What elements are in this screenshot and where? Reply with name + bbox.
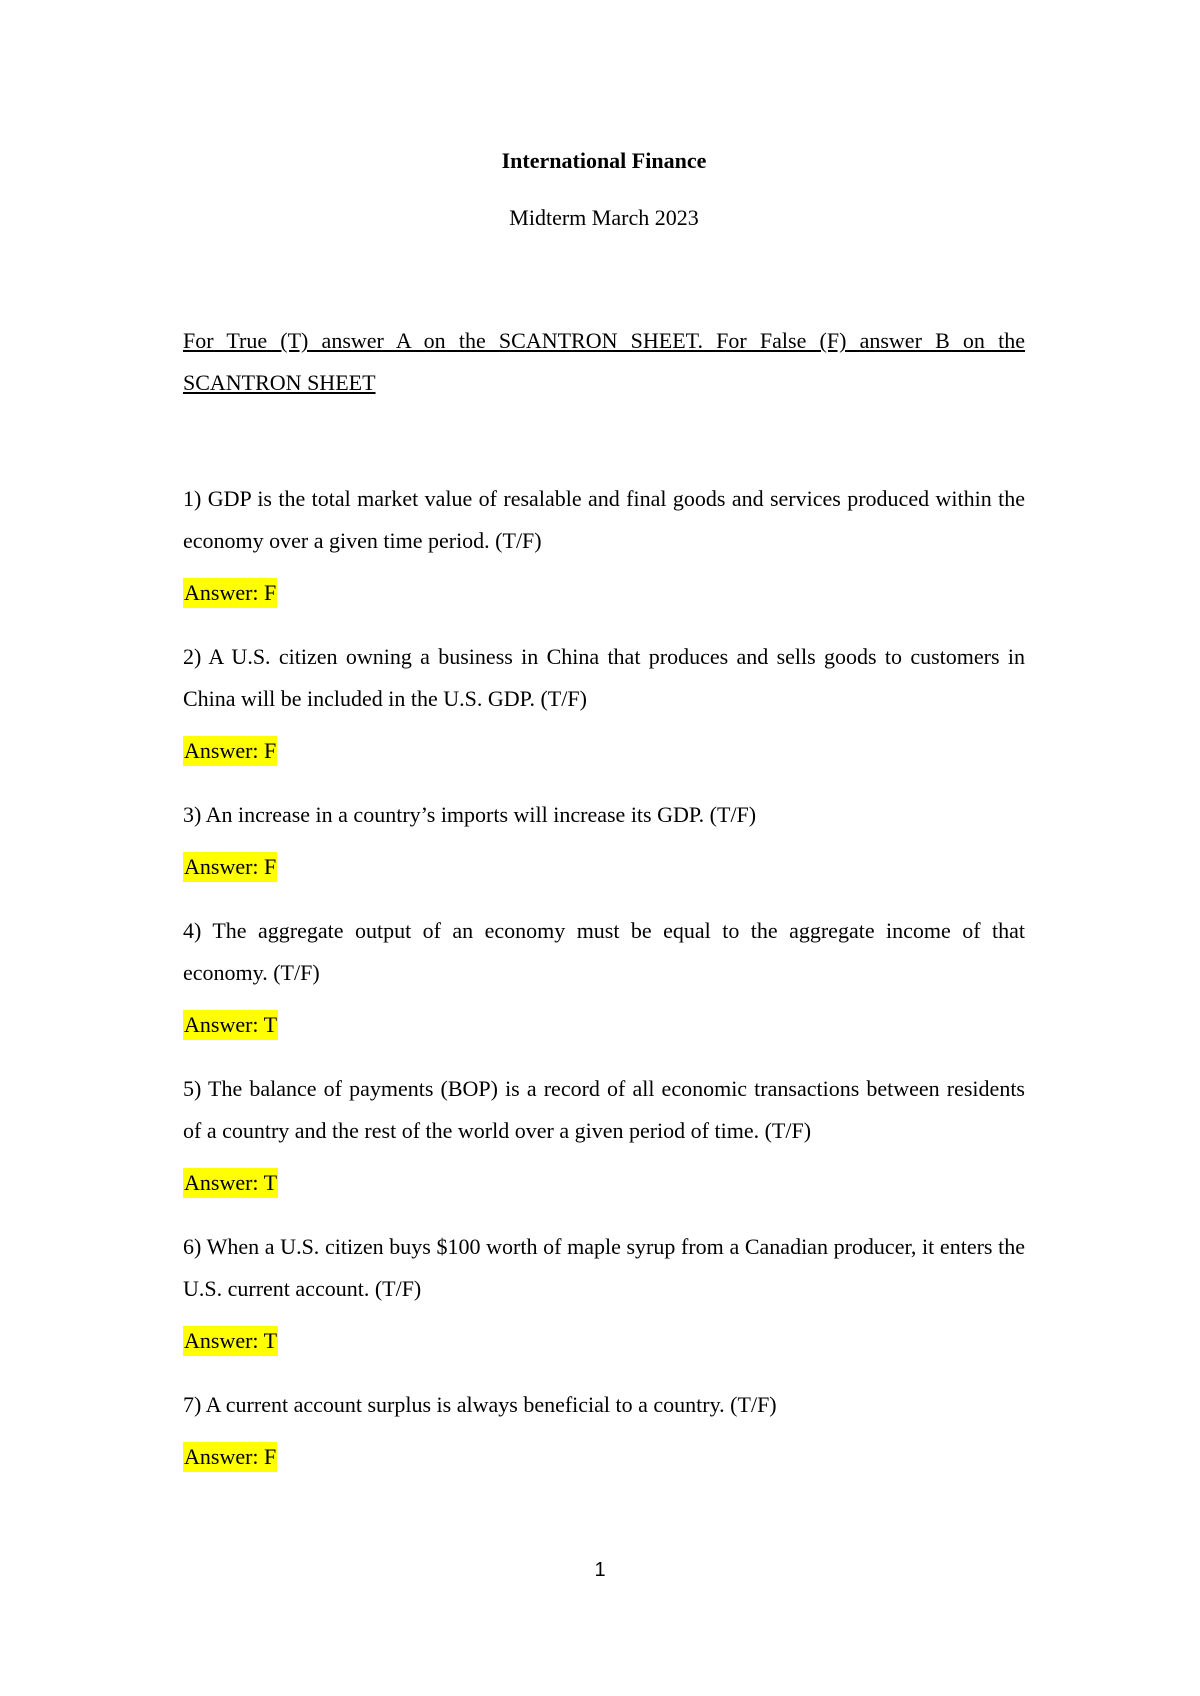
document-subtitle: Midterm March 2023 (509, 205, 699, 230)
question-item (183, 636, 1025, 794)
question-item (183, 478, 1025, 636)
answer-highlight: Answer: T (183, 1010, 278, 1040)
instructions-text: For True (T) answer A on the SCANTRON SHEET. For False (F) answer B on the SCANTRON SHEET (183, 328, 1025, 395)
question-text: 3) An increase in a country’s imports will increase its GDP. (T/F) (183, 802, 757, 827)
answer-highlight: Answer: F (183, 736, 277, 766)
question-item (183, 794, 1025, 910)
question-text: 6) When a U.S. citizen buys $100 worth of maple syrup from a Canadian producer, it enters the U.S. current account. (T/F) (183, 1234, 1025, 1301)
question-text: 7) A current account surplus is always beneficial to a country. (T/F) (183, 1392, 777, 1417)
question-text: 4) The aggregate output of an economy must be equal to the aggregate income of that economy. (T/F) (183, 918, 1025, 985)
question-item (183, 1068, 1025, 1226)
question-item (183, 1226, 1025, 1384)
answer-highlight: Answer: F (183, 578, 277, 608)
question-text: 2) A U.S. citizen owning a business in China that produces and sells goods to customers in China will be included in the U.S. GDP. (T/F) (183, 644, 1025, 711)
question-text: 1) GDP is the total market value of resalable and final goods and services produced within the economy over a given time period. (T/F) (183, 486, 1025, 553)
page-number: 1 (594, 1559, 606, 1581)
answer-highlight: Answer: T (183, 1326, 278, 1356)
document-title: International Finance (501, 148, 707, 173)
question-item (183, 910, 1025, 1068)
question-list (183, 478, 1025, 1500)
answer-highlight: Answer: F (183, 852, 277, 882)
question-item (183, 1384, 1025, 1500)
answer-highlight: Answer: F (183, 1442, 277, 1472)
answer-highlight: Answer: T (183, 1168, 278, 1198)
question-text: 5) The balance of payments (BOP) is a record of all economic transactions between residents of a country and the rest of the world over a given period of time. (T/F) (183, 1076, 1025, 1143)
